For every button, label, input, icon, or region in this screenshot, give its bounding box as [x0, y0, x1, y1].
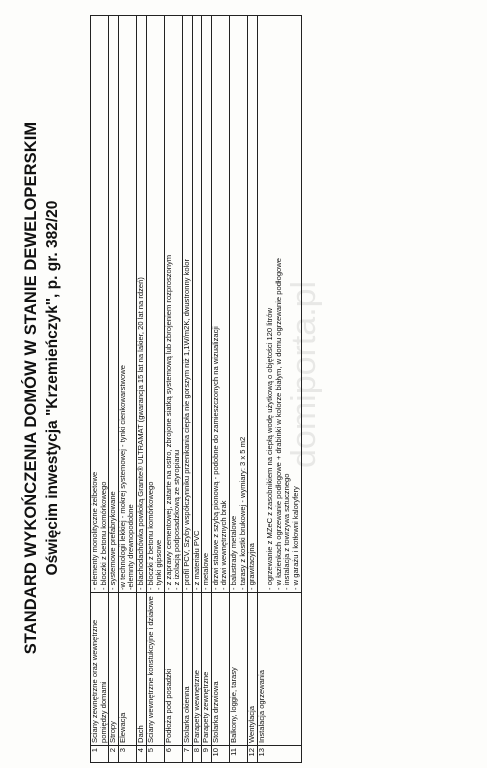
row-label: Ściany zewnętrzne oraz wewnętrzne pomiędzy domami	[91, 593, 109, 746]
table-row	[182, 16, 192, 763]
table-row	[202, 16, 212, 763]
description-line: - tynki gipsowe	[154, 539, 164, 590]
row-number: 1	[91, 746, 109, 763]
row-number: 3	[118, 746, 136, 763]
row-label: Elewacja	[118, 593, 136, 746]
row-number: 12	[248, 746, 258, 763]
table-row	[248, 16, 258, 763]
specification-table-body	[91, 16, 302, 763]
row-number: 11	[229, 746, 247, 763]
description-line: - elementy monolityczne żelbetowe	[90, 471, 99, 590]
row-description	[211, 16, 229, 593]
row-number: 2	[109, 746, 119, 763]
description-line: - w łazienkach ogrzewanie podłogowe + drabinki w kolorze białym, w domu ogrzewanie podłogowe	[273, 258, 283, 590]
description-line: - drzwi wewnętrznych brak	[219, 500, 229, 590]
row-description	[192, 16, 202, 593]
title-block	[20, 38, 64, 738]
table-row	[146, 16, 164, 763]
row-description	[146, 16, 164, 593]
document-title: STANDARD WYKOŃCZENIA DOMÓW W STANIE DEWELOPERSKIM	[22, 121, 40, 655]
description-line: - w garażu i kotłowni kaloryfery	[291, 486, 301, 590]
row-description	[248, 16, 258, 593]
row-label: Balkony, loggie, tarasy	[229, 593, 247, 746]
row-label: Ściany wewnętrzne konstukcyjne i działowe	[146, 593, 164, 746]
row-description	[109, 16, 119, 593]
row-number: 13	[257, 746, 301, 763]
row-number: 8	[192, 746, 202, 763]
description-line: - profil PCV, Szyby współczynniku przenikania ciepła nie gorszym niż 1,1W/m2K, dwustronny kolor	[181, 258, 191, 590]
table-row	[109, 16, 119, 763]
description-line: - ogrzewanie z MZeC z zasobnikiem na ciepłą wodę użytkową o objętości 120 litrów	[265, 308, 275, 590]
table-row	[192, 16, 202, 763]
row-label: Dach	[136, 593, 146, 746]
table-row	[136, 16, 146, 763]
description-line: - bloczki z betonu komórkowego	[145, 481, 155, 590]
description-line: -w technologii lekkiej - mokrej systemowej - tynki cienkowarstwowe	[117, 365, 127, 590]
description-line: - tarasy z kostki brukowej - wymiary: 3 x 5 m2	[237, 436, 247, 590]
row-description	[118, 16, 136, 593]
row-label: Stolarka okienna	[182, 593, 192, 746]
row-description	[229, 16, 247, 593]
row-label: Podłoża pod posadzki	[164, 593, 182, 746]
row-description	[182, 16, 192, 593]
description-line: - balustrady metalowe	[228, 515, 238, 590]
description-line: - bloczki z betonu komórkowego	[98, 481, 108, 590]
row-label: Wentylacja	[248, 593, 258, 746]
row-number: 5	[146, 746, 164, 763]
row-description	[91, 16, 109, 593]
row-description	[136, 16, 146, 593]
row-label: Parapety zewnętrzne	[202, 593, 212, 746]
description-line: - z izolacją podposadzkową ze styropianu	[172, 449, 182, 590]
row-label: Stropy	[109, 593, 119, 746]
description-line: -elemnty drewnopodobne	[126, 504, 136, 590]
table-row	[257, 16, 301, 763]
description-line: - systemowe prefabrykowane	[108, 491, 118, 590]
row-label: Parapety wewnętrzne	[192, 593, 202, 746]
table-row	[118, 16, 136, 763]
watermark: domiporta.pl	[285, 280, 323, 468]
document-subtitle: Oświęcim inwestycja "Krzemieńczyk", p. gr. 382/20	[44, 200, 61, 576]
row-number: 9	[202, 746, 212, 763]
row-description	[257, 16, 301, 593]
row-description	[164, 16, 182, 593]
row-number: 6	[164, 746, 182, 763]
row-number: 4	[136, 746, 146, 763]
description-line: - metalowe	[201, 552, 211, 590]
description-line: - z zaprawy cementowej, zatarte na ostro, zbrojone siatką systemową lub zbrojeniem rozproszonym	[163, 254, 173, 590]
table-row	[229, 16, 247, 763]
description-line: - drzwi stalowe z szybą pionową - podobne do zamieszczonych na wizualizacji	[210, 326, 220, 590]
table-row	[91, 16, 109, 763]
row-description	[202, 16, 212, 593]
description-line: - blachodachówka powłoką Granite® ULTRAMAT (gwarancja 15 lat na lakier, 20 lat na rdzeń)	[135, 277, 145, 590]
table-row	[164, 16, 182, 763]
description-line: - grawitacyjna	[247, 543, 257, 590]
row-label: Stolarka drzwiowa	[211, 593, 229, 746]
description-line: - z materiału PVC	[191, 530, 201, 590]
row-number: 10	[211, 746, 229, 763]
specification-table	[90, 15, 302, 763]
row-number: 7	[182, 746, 192, 763]
description-line: - instalacja z towrzywa sztucznego	[282, 473, 292, 590]
row-label: Instalacja ogrzewania	[257, 593, 301, 746]
table-row	[211, 16, 229, 763]
